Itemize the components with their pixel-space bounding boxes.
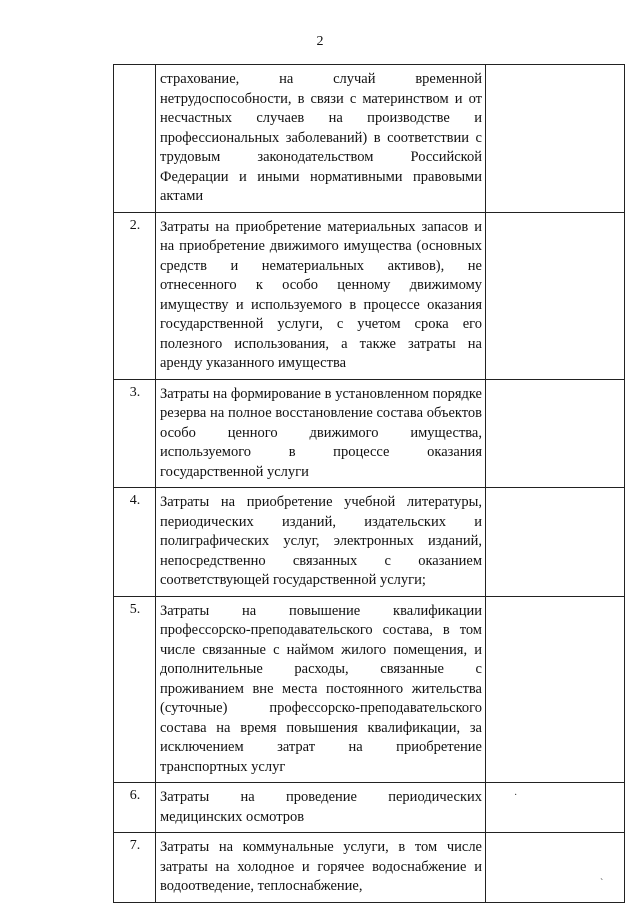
row-number: 7. [114, 833, 156, 903]
row-number: 4. [114, 488, 156, 597]
table-row [114, 596, 625, 783]
row-value [486, 65, 625, 213]
row-description: Затраты на приобретение учебной литературы, периодических изданий, издательских и полиграфических услуг, электронных изданий, непосредственно связанных с оказанием соответствующей государственной услуги; [156, 488, 486, 597]
cost-table [113, 64, 625, 903]
row-value [486, 379, 625, 488]
row-value [486, 488, 625, 597]
scan-speck: · [514, 790, 518, 801]
row-number: 3. [114, 379, 156, 488]
table-row [114, 379, 625, 488]
row-number [114, 65, 156, 213]
row-description: страхование, на случай временной нетрудоспособности, в связи с материнством и от несчастных случаев на производстве и профессиональных заболеваний) в соответствии с трудовым законодательством Российской Федерации и иными нормативными правовыми актами [156, 65, 486, 213]
table-row [114, 488, 625, 597]
row-number: 6. [114, 783, 156, 833]
row-number: 5. [114, 596, 156, 783]
row-value [486, 783, 625, 833]
row-value [486, 596, 625, 783]
table-row [114, 783, 625, 833]
row-description: Затраты на приобретение материальных запасов и на приобретение движимого имущества (основных средств и нематериальных активов), не отнесенного к особо ценному движимому имуществу и используемого в процессе оказания государственной услуги, с учетом срока его полезного использования, а также затраты на аренду указанного имущества [156, 212, 486, 379]
row-description: Затраты на коммунальные услуги, в том числе затраты на холодное и горячее водоснабжение и водоотведение, теплоснабжение, [156, 833, 486, 903]
table-row [114, 65, 625, 213]
page-number: 2 [316, 34, 324, 49]
table-row [114, 833, 625, 903]
row-value [486, 833, 625, 903]
row-description: Затраты на формирование в установленном порядке резерва на полное восстановление состава объектов особо ценного движимого имущества, используемого в процессе оказания государственной услуги [156, 379, 486, 488]
row-number: 2. [114, 212, 156, 379]
scan-speck: ˋ [600, 878, 604, 889]
row-description: Затраты на проведение периодических медицинских осмотров [156, 783, 486, 833]
row-description: Затраты на повышение квалификации профессорско-преподавательского состава, в том числе связанные с наймом жилого помещения, и дополнительные расходы, связанные с проживанием вне места постоянного жительства (суточные) профессорско-преподавательского состава на время повышения квалификации, за исключением затрат на приобретение транспортных услуг [156, 596, 486, 783]
row-value [486, 212, 625, 379]
table-row [114, 212, 625, 379]
